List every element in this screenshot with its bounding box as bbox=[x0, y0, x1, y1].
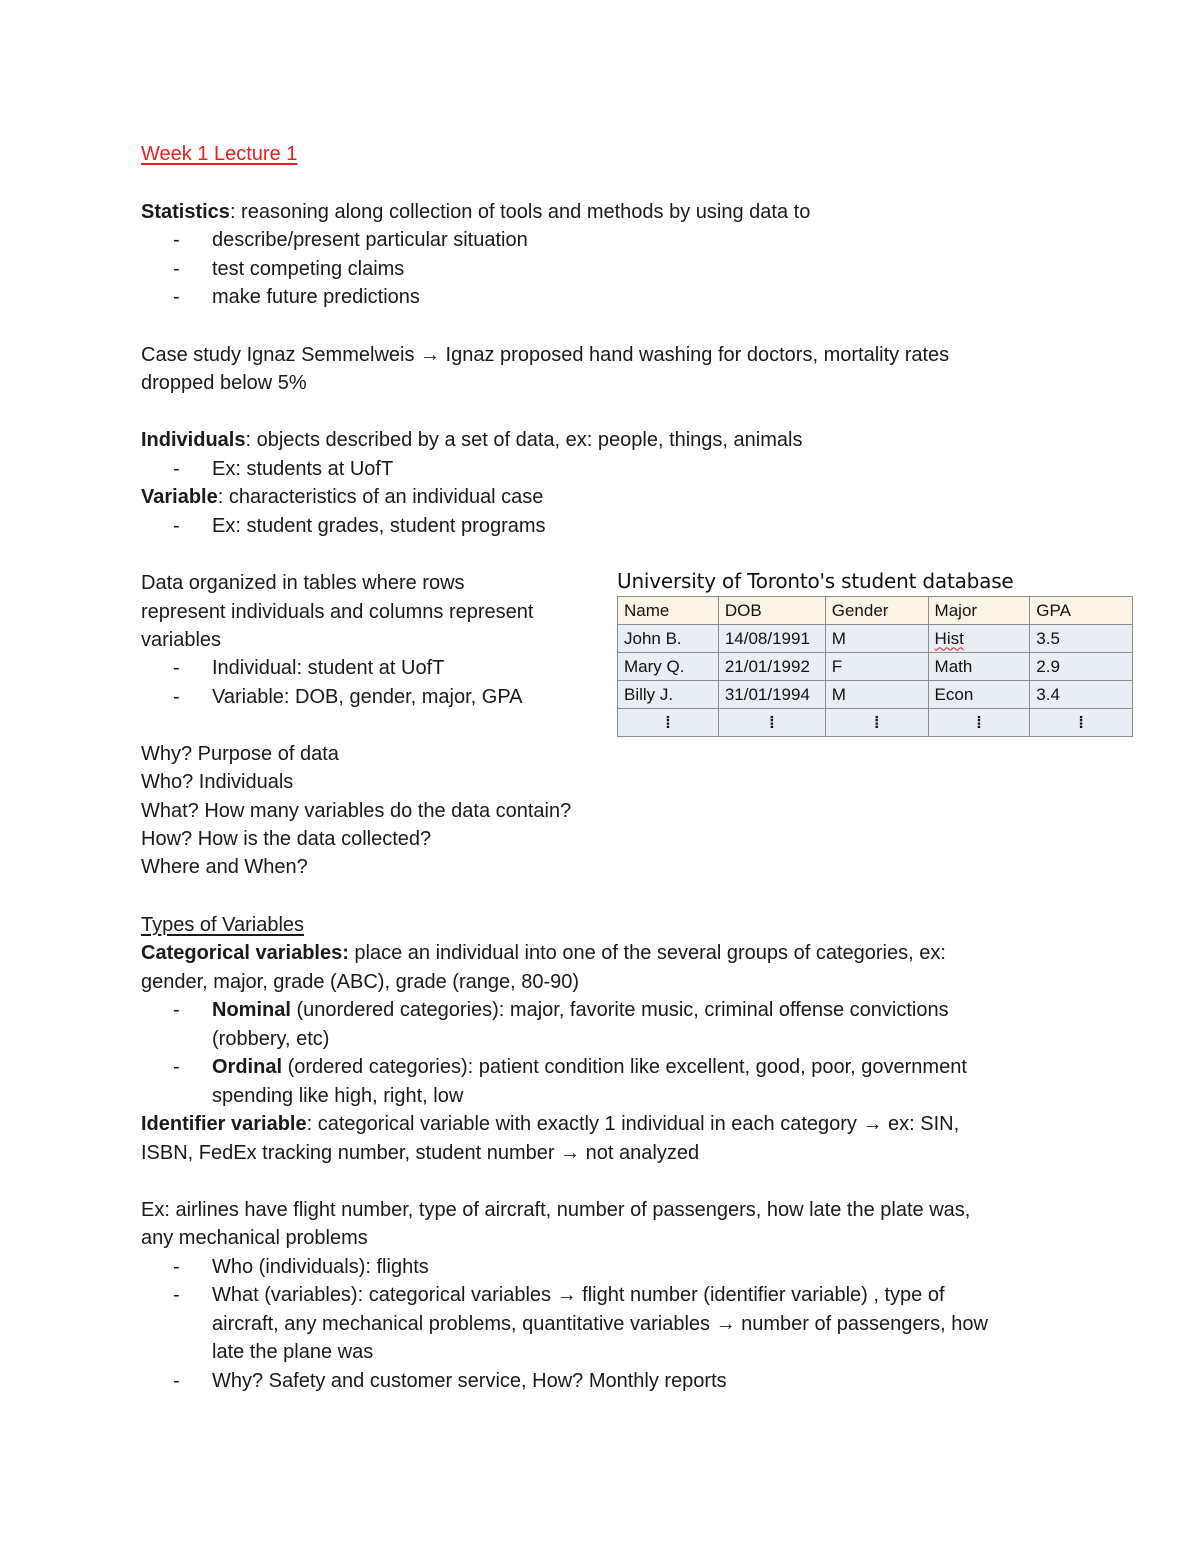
table-cell: Mary Q. bbox=[618, 653, 719, 681]
ellipsis-cell: ⁞ bbox=[618, 709, 719, 737]
table-cell: 21/01/1992 bbox=[718, 653, 825, 681]
case-study-line: Case study Ignaz Semmelweis → Ignaz proposed hand washing for doctors, mortality rates bbox=[141, 344, 950, 366]
ellipsis-cell: ⁞ bbox=[718, 709, 825, 737]
table-row bbox=[618, 681, 1133, 709]
student-table-title: University of Toronto's student database bbox=[617, 569, 1014, 593]
table-cell: Hist bbox=[928, 625, 1030, 653]
table-cell: M bbox=[825, 625, 928, 653]
question-line: Who? Individuals bbox=[141, 771, 294, 793]
list-item: - make future predictions bbox=[173, 286, 420, 308]
table-cell: 3.4 bbox=[1030, 681, 1133, 709]
list-item: - describe/present particular situation bbox=[173, 229, 528, 251]
list-item: - Who (individuals): flights bbox=[173, 1256, 429, 1278]
example-line: Ex: airlines have flight number, type of aircraft, number of passengers, how late the plate was, bbox=[141, 1199, 971, 1221]
list-item: - Why? Safety and customer service, How? Monthly reports bbox=[173, 1370, 727, 1392]
statistics-term: Statistics bbox=[141, 201, 230, 223]
table-header-cell: GPA bbox=[1030, 597, 1133, 625]
list-item: - Ordinal (ordered categories): patient condition like excellent, good, poor, government bbox=[173, 1056, 967, 1078]
page-heading: Week 1 Lecture 1 bbox=[141, 143, 298, 165]
table-cell: M bbox=[825, 681, 928, 709]
table-cell: F bbox=[825, 653, 928, 681]
variable-definition: Variable: characteristics of an individual case bbox=[141, 486, 544, 508]
list-item-cont: spending like high, right, low bbox=[212, 1085, 464, 1107]
table-header-row bbox=[618, 597, 1133, 625]
table-cell: Econ bbox=[928, 681, 1030, 709]
list-item: - Variable: DOB, gender, major, GPA bbox=[173, 686, 523, 708]
table-continuation-row bbox=[618, 709, 1133, 737]
table-header-cell: Name bbox=[618, 597, 719, 625]
list-item: - Ex: student grades, student programs bbox=[173, 515, 546, 537]
question-line: Where and When? bbox=[141, 856, 308, 878]
ellipsis-cell: ⁞ bbox=[825, 709, 928, 737]
categorical-definition-cont: gender, major, grade (ABC), grade (range, 80-90) bbox=[141, 971, 580, 993]
table-row bbox=[618, 653, 1133, 681]
list-item: - Ex: students at UofT bbox=[173, 458, 394, 480]
table-cell: 3.5 bbox=[1030, 625, 1133, 653]
list-item: - test competing claims bbox=[173, 258, 405, 280]
table-cell: John B. bbox=[618, 625, 719, 653]
case-study-line: dropped below 5% bbox=[141, 372, 307, 394]
question-line: What? How many variables do the data contain? bbox=[141, 800, 572, 822]
tables-note-line: Data organized in tables where rows bbox=[141, 572, 465, 594]
list-item-cont: aircraft, any mechanical problems, quantitative variables → number of passengers, how bbox=[212, 1313, 988, 1335]
table-cell: 31/01/1994 bbox=[718, 681, 825, 709]
example-line: any mechanical problems bbox=[141, 1227, 368, 1249]
statistics-definition: Statistics: reasoning along collection of tools and methods by using data to bbox=[141, 201, 811, 223]
list-item: - Nominal (unordered categories): major, favorite music, criminal offense convictions bbox=[173, 999, 949, 1021]
question-line: How? How is the data collected? bbox=[141, 828, 432, 850]
list-item: - Individual: student at UofT bbox=[173, 657, 445, 679]
table-cell: Math bbox=[928, 653, 1030, 681]
student-database-table bbox=[617, 596, 1133, 737]
individuals-definition: Individuals: objects described by a set of data, ex: people, things, animals bbox=[141, 429, 803, 451]
identifier-definition: Identifier variable: categorical variable with exactly 1 individual in each category → ex: SIN, bbox=[141, 1113, 960, 1135]
types-heading: Types of Variables bbox=[141, 914, 305, 936]
table-header-cell: Gender bbox=[825, 597, 928, 625]
list-item: - What (variables): categorical variables → flight number (identifier variable) , type of bbox=[173, 1284, 945, 1306]
table-cell: Billy J. bbox=[618, 681, 719, 709]
list-item-cont: (robbery, etc) bbox=[212, 1028, 330, 1050]
ellipsis-cell: ⁞ bbox=[928, 709, 1030, 737]
table-row bbox=[618, 625, 1133, 653]
table-cell: 14/08/1991 bbox=[718, 625, 825, 653]
categorical-definition: Categorical variables: place an individual into one of the several groups of categories, ex: bbox=[141, 942, 946, 964]
list-item-cont: late the plane was bbox=[212, 1341, 374, 1363]
tables-note-line: represent individuals and columns represent bbox=[141, 601, 534, 623]
table-header-cell: Major bbox=[928, 597, 1030, 625]
question-line: Why? Purpose of data bbox=[141, 743, 339, 765]
tables-note-line: variables bbox=[141, 629, 222, 651]
ellipsis-cell: ⁞ bbox=[1030, 709, 1133, 737]
table-header-cell: DOB bbox=[718, 597, 825, 625]
table-cell: 2.9 bbox=[1030, 653, 1133, 681]
identifier-definition-cont: ISBN, FedEx tracking number, student number → not analyzed bbox=[141, 1142, 700, 1164]
